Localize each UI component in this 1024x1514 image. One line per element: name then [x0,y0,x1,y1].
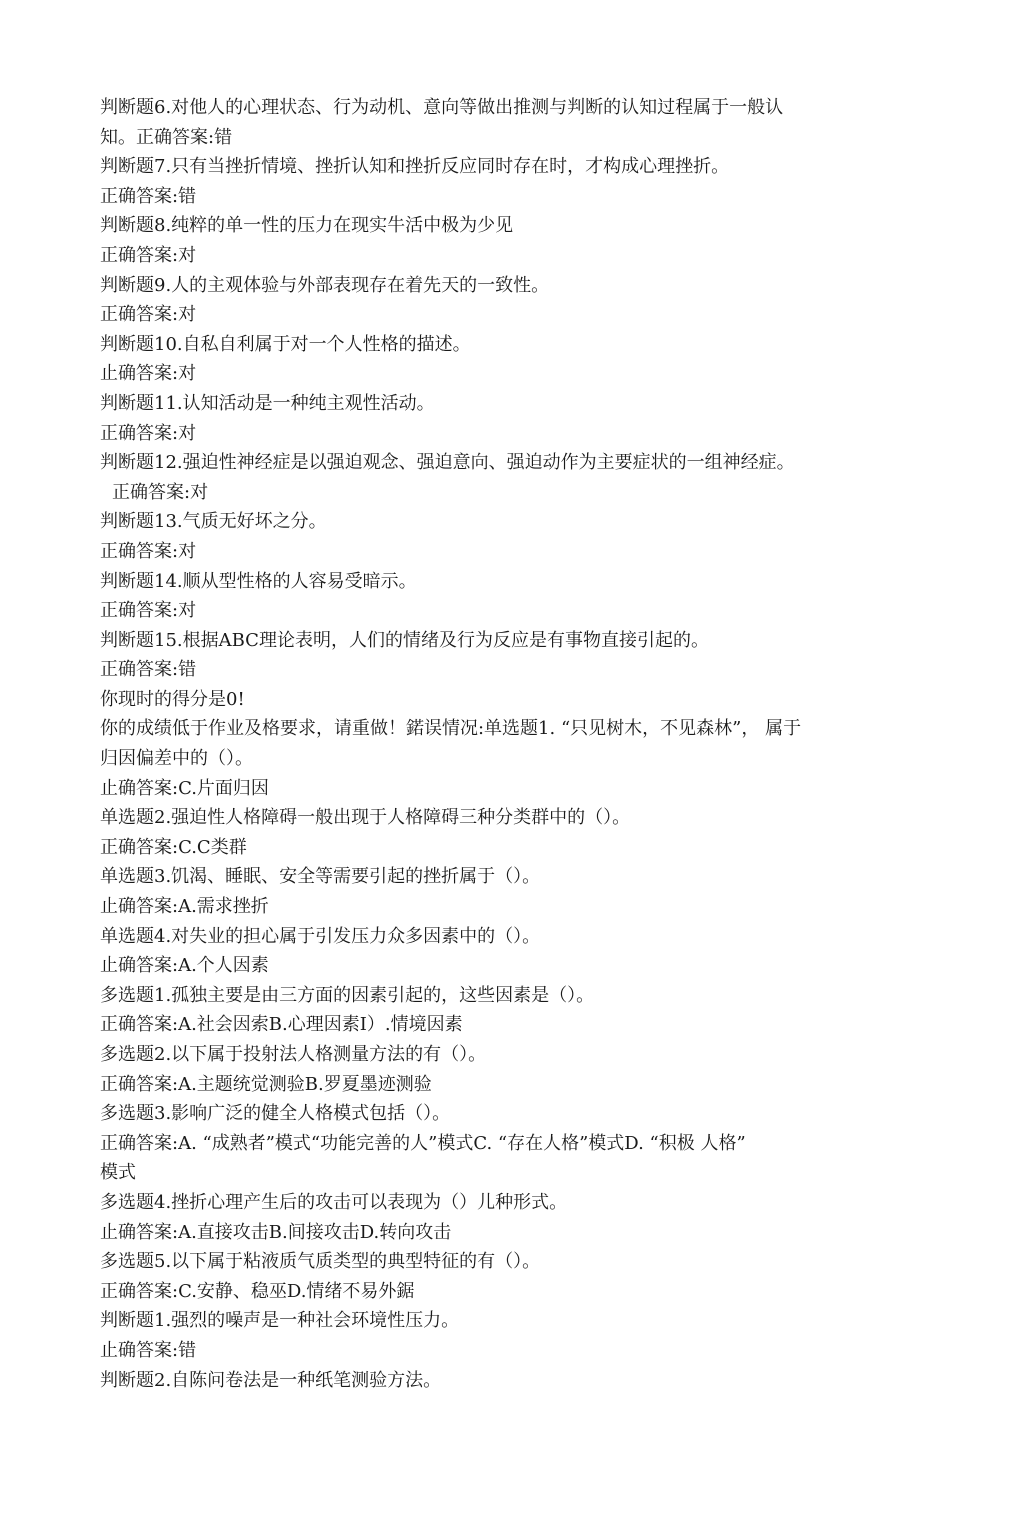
text-line: 止确答案:C.片面归因 [100,777,269,799]
text-line: 判断题2.自陈问卷法是一种纸笔测验方法。 [100,1369,442,1391]
text-line: 止确答案:对 [100,363,197,385]
text-line: 多选题1.孤独主要是由三方面的因素引起的，这些因素是（）。 [100,984,595,1006]
text-line: 判断题10.自私自利属于对一个人性格的描述。 [100,333,471,355]
text-line: 判断题9.人的主观体验与外部表现存在着先天的一致性。 [100,274,550,296]
text-line: 正确答案:错 [100,185,197,207]
text-line: 多选题5.以下属于粘液质气质类型的典型特征的有（）。 [100,1251,541,1273]
text-line: 止确答案:A.需求挫折 [100,896,269,918]
text-line: 模式 [100,1162,136,1184]
text-line: 知。正确答案:错 [100,126,233,148]
text-line: 判断题6.对他人的心理状态、行为动机、意向等做出推测与判断的认知过程属于一般认 [100,97,784,118]
text-line: 多选题3.影响广泛的健全人格模式包括（）。 [100,1103,451,1125]
text-line: 单选题3.饥渴、睡眠、安全等需要引起的挫折属于（）。 [100,866,541,888]
text-line: 单选题4.对失业的担心属于引发压力众多因素中的（）。 [100,925,541,947]
text-line: 判断题1.强烈的噪声是一种社会环境性压力。 [100,1310,460,1332]
text-line: 正确答案:对 [100,540,197,562]
text-line: 正确答案:C.C类群 [100,836,247,858]
text-line: 止确答案:A.个人因素 [100,955,269,977]
text-line: 正确答案:错 [100,659,197,681]
text-line: 你的成绩低于作业及格要求，请重做！鍩误情况:单选题1. “只见树木，不见森林”， 属于 [100,718,802,740]
text-line: 正确答案:对 [100,422,197,444]
text-line: 判断题8.纯粹的单一性的压力在现实牛活中极为少见 [100,215,514,237]
text-line: 判断题15.根据ABC理论表明，人们的情绪及行为反应是有事物直接引起的。 [100,629,709,651]
text-line: 正确答案:对 [100,244,197,266]
text-line: 正确答案:A. “成熟者”模式“功能完善的人”模式C. “存在人格”模式D. “积极 人格” [100,1132,746,1154]
text-line: 判断题14.顺从型性格的人容易受暗示。 [100,570,417,592]
text-line: 判断题13.气质无好坏之分。 [100,511,327,533]
text-line: 判断题12.强迫性神经症是以强迫观念、强迫意向、强迫动作为主要症状的一组神经症。 [100,452,795,474]
text-line: 正确答案:C.安静、稳巫D.情绪不易外鋸 [100,1280,415,1302]
text-line: 判断题11.认知活动是一种纯主观性活动。 [100,392,435,414]
text-line: 正确答案:对 [100,600,197,622]
text-line: 单选题2.强迫性人格障碍一般出现于人格障碍三种分类群中的（）。 [100,807,631,829]
text-line: 多选题4.挫折心理产生后的攻击可以表现为（）儿种形式。 [100,1191,568,1213]
text-line: 判断题7.只有当挫折情境、挫折认知和挫折反应同时存在时，才构成心理挫折。 [100,156,730,178]
text-line: 你现时的得分是0! [100,688,245,710]
text-line: 正确答案:对 [100,304,197,326]
text-line: 止确答案:错 [100,1339,197,1361]
text-line: 正确答案:对 [112,481,209,503]
text-line: 多选题2.以下属于投射法人格测量方法的有（）。 [100,1044,487,1065]
text-line: 止确答案:A.直接攻击B.间接攻击D.转向攻击 [100,1221,452,1243]
document-page [100,93,920,1395]
text-line: 归因偏差中的（）。 [100,748,253,770]
text-line: 正确答案:A.社会因索B.心理因素I）.情境因素 [100,1014,463,1036]
text-line: 正确答案:A.主题统觉测验B.罗夏墨迹测验 [100,1073,432,1095]
